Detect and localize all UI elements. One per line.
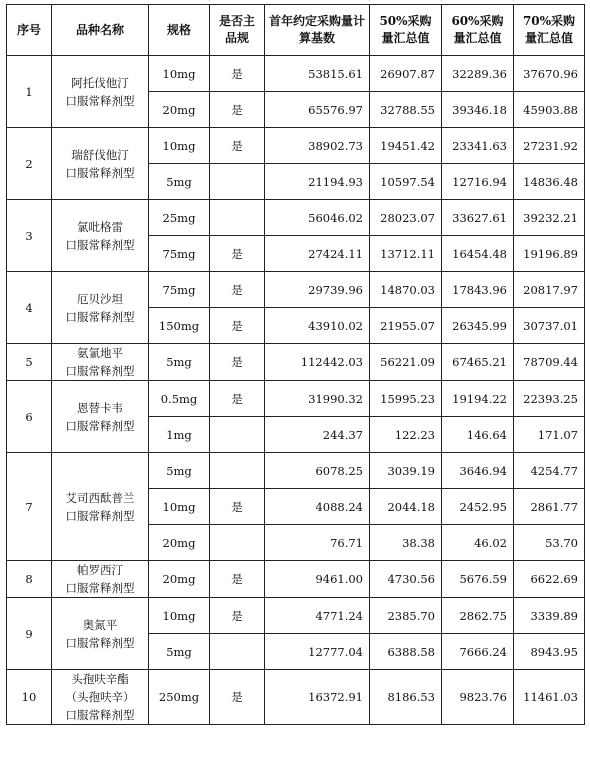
base-volume-cell: 31990.32 — [265, 381, 370, 417]
p70-cell: 8943.95 — [514, 634, 585, 670]
base-volume-cell: 9461.00 — [265, 561, 370, 598]
table-row — [7, 200, 585, 236]
seq-cell: 3 — [7, 200, 52, 272]
p60-cell: 16454.48 — [442, 236, 514, 272]
table-row — [7, 453, 585, 489]
drug-name-cell — [52, 453, 149, 561]
spec-cell: 20mg — [149, 92, 210, 128]
p70-cell: 14836.48 — [514, 164, 585, 200]
spec-cell: 20mg — [149, 525, 210, 561]
drug-name-line: 口服常释剂型 — [65, 93, 135, 108]
seq-cell: 2 — [7, 128, 52, 200]
header-p70: 70%采购量汇总值 — [514, 5, 585, 56]
p70-cell: 53.70 — [514, 525, 585, 561]
p70-cell: 30737.01 — [514, 308, 585, 344]
p50-cell: 21955.07 — [370, 308, 442, 344]
p70-cell: 171.07 — [514, 417, 585, 453]
p50-cell: 6388.58 — [370, 634, 442, 670]
p50-cell: 8186.53 — [370, 670, 442, 725]
table-body — [7, 56, 585, 725]
p60-cell: 46.02 — [442, 525, 514, 561]
spec-cell: 20mg — [149, 561, 210, 598]
main-spec-cell — [210, 634, 265, 670]
p50-cell: 28023.07 — [370, 200, 442, 236]
base-volume-cell: 4088.24 — [265, 489, 370, 525]
main-spec-cell: 是 — [210, 128, 265, 164]
p50-cell: 32788.55 — [370, 92, 442, 128]
main-spec-cell: 是 — [210, 381, 265, 417]
p50-cell: 122.23 — [370, 417, 442, 453]
p60-cell: 12716.94 — [442, 164, 514, 200]
base-volume-cell: 65576.97 — [265, 92, 370, 128]
drug-name-cell — [52, 272, 149, 344]
p50-cell: 10597.54 — [370, 164, 442, 200]
drug-name-line: 口服常释剂型 — [65, 364, 135, 378]
p70-cell: 20817.97 — [514, 272, 585, 308]
spec-cell: 5mg — [149, 453, 210, 489]
base-volume-cell: 21194.93 — [265, 164, 370, 200]
drug-name-line: 口服常释剂型 — [65, 165, 135, 180]
drug-name-line: 口服常释剂型 — [65, 418, 135, 433]
spec-cell: 75mg — [149, 272, 210, 308]
p70-cell: 45903.88 — [514, 92, 585, 128]
base-volume-cell: 53815.61 — [265, 56, 370, 92]
drug-name-line: 厄贝沙坦 — [77, 291, 123, 306]
p50-cell: 2044.18 — [370, 489, 442, 525]
table-row — [7, 381, 585, 417]
spec-cell: 150mg — [149, 308, 210, 344]
p60-cell: 67465.21 — [442, 344, 514, 381]
p60-cell: 32289.36 — [442, 56, 514, 92]
p60-cell: 39346.18 — [442, 92, 514, 128]
header-spec: 规格 — [149, 5, 210, 56]
drug-name-cell — [52, 381, 149, 453]
base-volume-cell: 4771.24 — [265, 598, 370, 634]
drug-name-line: 口服常释剂型 — [65, 635, 135, 650]
p50-cell: 38.38 — [370, 525, 442, 561]
drug-name-cell — [52, 598, 149, 670]
main-spec-cell — [210, 525, 265, 561]
p50-cell: 14870.03 — [370, 272, 442, 308]
seq-cell: 6 — [7, 381, 52, 453]
main-spec-cell: 是 — [210, 56, 265, 92]
procurement-table-container — [6, 4, 584, 725]
p60-cell: 146.64 — [442, 417, 514, 453]
spec-cell: 0.5mg — [149, 381, 210, 417]
p60-cell: 2862.75 — [442, 598, 514, 634]
main-spec-cell: 是 — [210, 92, 265, 128]
drug-name-cell — [52, 344, 149, 381]
spec-cell: 10mg — [149, 489, 210, 525]
base-volume-cell: 76.71 — [265, 525, 370, 561]
p60-cell: 19194.22 — [442, 381, 514, 417]
drug-name-line: 口服常释剂型 — [65, 237, 135, 252]
spec-cell: 5mg — [149, 634, 210, 670]
seq-cell: 4 — [7, 272, 52, 344]
header-row — [7, 5, 585, 56]
p70-cell: 2861.77 — [514, 489, 585, 525]
p50-cell: 15995.23 — [370, 381, 442, 417]
spec-cell: 25mg — [149, 200, 210, 236]
p60-cell: 2452.95 — [442, 489, 514, 525]
p70-cell: 11461.03 — [514, 670, 585, 725]
base-volume-cell: 27424.11 — [265, 236, 370, 272]
drug-name-cell — [52, 561, 149, 598]
base-volume-cell: 6078.25 — [265, 453, 370, 489]
drug-name-cell — [52, 670, 149, 725]
main-spec-cell: 是 — [210, 272, 265, 308]
seq-cell: 8 — [7, 561, 52, 598]
spec-cell: 250mg — [149, 670, 210, 725]
p60-cell: 17843.96 — [442, 272, 514, 308]
base-volume-cell: 244.37 — [265, 417, 370, 453]
drug-name-line: 口服常释剂型 — [65, 508, 135, 523]
main-spec-cell: 是 — [210, 670, 265, 725]
main-spec-cell: 是 — [210, 489, 265, 525]
main-spec-cell — [210, 453, 265, 489]
spec-cell: 1mg — [149, 417, 210, 453]
seq-cell: 10 — [7, 670, 52, 725]
seq-cell: 5 — [7, 344, 52, 381]
main-spec-cell: 是 — [210, 344, 265, 381]
base-volume-cell: 56046.02 — [265, 200, 370, 236]
p70-cell: 37670.96 — [514, 56, 585, 92]
main-spec-cell: 是 — [210, 308, 265, 344]
main-spec-cell — [210, 200, 265, 236]
header-name: 品种名称 — [52, 5, 149, 56]
drug-name-line: 帕罗西汀 — [77, 563, 123, 577]
p60-cell: 23341.63 — [442, 128, 514, 164]
drug-name-line: 头孢呋辛酯 — [71, 672, 129, 686]
seq-cell: 9 — [7, 598, 52, 670]
table-row — [7, 56, 585, 92]
drug-name-line: 恩替卡韦 — [77, 400, 123, 415]
base-volume-cell: 112442.03 — [265, 344, 370, 381]
header-main: 是否主品规 — [210, 5, 265, 56]
drug-name-line: 奥氮平 — [82, 617, 118, 632]
header-p60: 60%采购量汇总值 — [442, 5, 514, 56]
header-base: 首年约定采购量计算基数 — [265, 5, 370, 56]
p50-cell: 56221.09 — [370, 344, 442, 381]
spec-cell: 10mg — [149, 56, 210, 92]
seq-cell: 1 — [7, 56, 52, 128]
drug-name-line: 口服常释剂型 — [65, 309, 135, 324]
p60-cell: 5676.59 — [442, 561, 514, 598]
p70-cell: 27231.92 — [514, 128, 585, 164]
spec-cell: 75mg — [149, 236, 210, 272]
p50-cell: 19451.42 — [370, 128, 442, 164]
table-row — [7, 561, 585, 598]
p50-cell: 13712.11 — [370, 236, 442, 272]
p60-cell: 26345.99 — [442, 308, 514, 344]
drug-name-line: （头孢呋辛） — [65, 690, 135, 704]
p50-cell: 3039.19 — [370, 453, 442, 489]
p70-cell: 39232.21 — [514, 200, 585, 236]
p50-cell: 26907.87 — [370, 56, 442, 92]
spec-cell: 5mg — [149, 344, 210, 381]
p60-cell: 7666.24 — [442, 634, 514, 670]
drug-name-line: 瑞舒伐他汀 — [71, 147, 129, 162]
header-p50: 50%采购量汇总值 — [370, 5, 442, 56]
p50-cell: 2385.70 — [370, 598, 442, 634]
p60-cell: 9823.76 — [442, 670, 514, 725]
header-seq: 序号 — [7, 5, 52, 56]
spec-cell: 5mg — [149, 164, 210, 200]
main-spec-cell — [210, 164, 265, 200]
base-volume-cell: 29739.96 — [265, 272, 370, 308]
table-row — [7, 598, 585, 634]
drug-name-line: 艾司西酞普兰 — [65, 490, 135, 505]
drug-name-cell — [52, 200, 149, 272]
spec-cell: 10mg — [149, 598, 210, 634]
base-volume-cell: 16372.91 — [265, 670, 370, 725]
main-spec-cell: 是 — [210, 236, 265, 272]
p50-cell: 4730.56 — [370, 561, 442, 598]
p70-cell: 3339.89 — [514, 598, 585, 634]
drug-name-line: 口服常释剂型 — [65, 708, 135, 722]
table-row — [7, 272, 585, 308]
p60-cell: 33627.61 — [442, 200, 514, 236]
spec-cell: 10mg — [149, 128, 210, 164]
main-spec-cell: 是 — [210, 598, 265, 634]
drug-name-cell — [52, 56, 149, 128]
base-volume-cell: 43910.02 — [265, 308, 370, 344]
drug-name-line: 阿托伐他汀 — [71, 75, 129, 90]
drug-name-line: 口服常释剂型 — [65, 581, 135, 595]
main-spec-cell: 是 — [210, 561, 265, 598]
base-volume-cell: 12777.04 — [265, 634, 370, 670]
drug-name-line: 氨氯地平 — [77, 346, 123, 360]
table-row — [7, 344, 585, 381]
procurement-volume-table — [6, 4, 585, 725]
base-volume-cell: 38902.73 — [265, 128, 370, 164]
table-row — [7, 670, 585, 725]
main-spec-cell — [210, 417, 265, 453]
drug-name-line: 氯吡格雷 — [77, 219, 123, 234]
seq-cell: 7 — [7, 453, 52, 561]
p60-cell: 3646.94 — [442, 453, 514, 489]
p70-cell: 4254.77 — [514, 453, 585, 489]
p70-cell: 78709.44 — [514, 344, 585, 381]
drug-name-cell — [52, 128, 149, 200]
p70-cell: 19196.89 — [514, 236, 585, 272]
p70-cell: 22393.25 — [514, 381, 585, 417]
p70-cell: 6622.69 — [514, 561, 585, 598]
table-row — [7, 128, 585, 164]
